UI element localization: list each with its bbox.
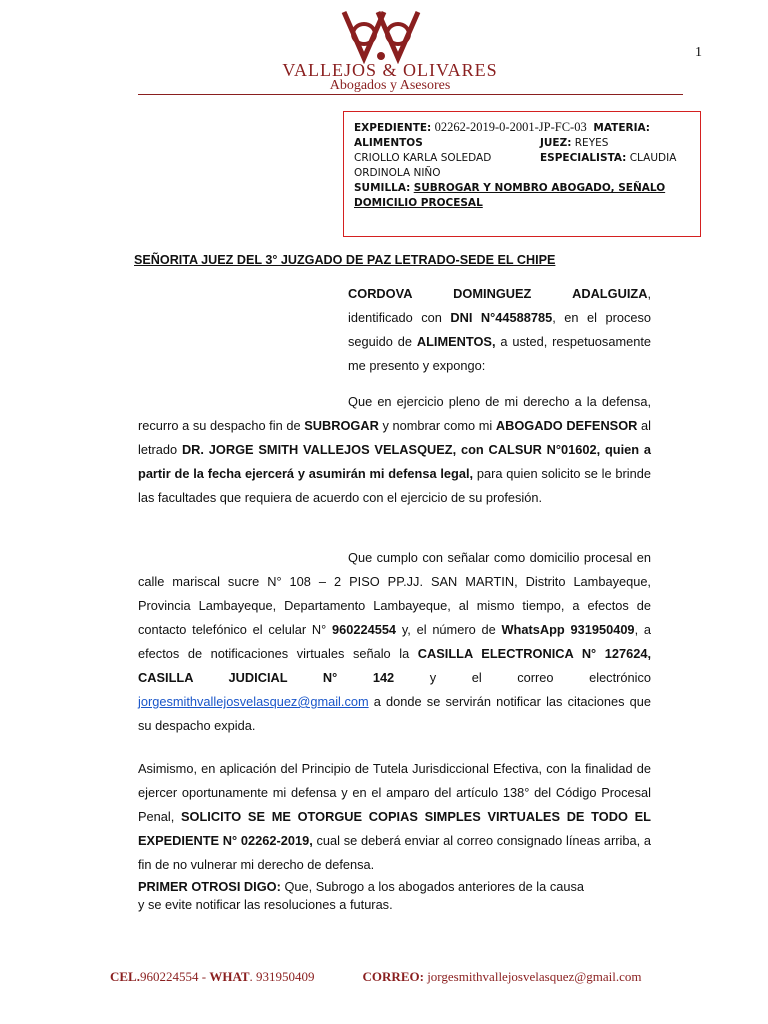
sumilla-label: SUMILLA: xyxy=(354,182,411,194)
otrosi-paragraph: PRIMER OTROSI DIGO: Que, Subrogo a los abogados anteriores de la causa y se evite notificar las resoluciones a futuras. xyxy=(138,879,584,912)
materia-value: ALIMENTOS xyxy=(354,137,423,149)
sumilla-line2 xyxy=(354,196,700,211)
expediente-label: EXPEDIENTE: xyxy=(354,122,432,134)
case-info-box xyxy=(343,111,701,237)
lawyer-name: DR. JORGE SMITH VALLEJOS VELASQUEZ, con CALSUR N°01602, quien a partir de la fecha ejercerá y asumirán mi defensa legal, xyxy=(138,442,651,481)
footer-contact: CEL.960224554 - WHAT. 931950409 CORREO: jorgesmithvallejosvelasquez@gmail.com xyxy=(110,969,642,984)
otrosi-label: PRIMER OTROSI DIGO: xyxy=(138,879,281,894)
phone-number: 960224554 xyxy=(332,622,397,637)
casilla-info: CASILLA ELECTRONICA N° 127624, CASILLA JUDICIAL N° 142 xyxy=(138,646,652,685)
copies-request: SOLICITO SE ME OTORGUE COPIAS SIMPLES VIRTUALES DE TODO EL EXPEDIENTE N° 02262-2019, xyxy=(138,809,651,848)
especialista-value: CLAUDIA xyxy=(629,152,677,164)
party-name-line1: CRIOLLO KARLA SOLEDAD xyxy=(354,152,492,164)
party-especialista-line xyxy=(354,151,700,166)
correo-label: CORREO: xyxy=(362,969,424,984)
vo-monogram-logo-icon xyxy=(338,6,424,64)
juez-value: REYES xyxy=(574,137,609,149)
party-name-line2: ORDINOLA NIÑO xyxy=(354,167,441,179)
email-link[interactable]: jorgesmithvallejosvelasquez@gmail.com xyxy=(138,694,369,709)
firm-subtitle: Abogados y Asesores xyxy=(329,78,451,93)
page-number: 1 xyxy=(695,45,702,60)
materia-label: MATERIA: xyxy=(593,122,650,134)
copies-request-paragraph: Asimismo, en aplicación del Principio de Tutela Jurisdiccional Efectiva, con la finalidad de ejercer oportunamente mi defensa y en el amparo del artículo 138° del Código Procesal Penal, SOLICITO SE ME OTORGUE COPIAS SIMPLES VIRTUALES DE TODO EL EXPEDIENTE N° 02262-2019, cual se deberá enviar al correo consignado líneas arriba, a fin de no vulnerar mi derecho de defensa. xyxy=(138,761,651,872)
sumilla-value-line1: SUBROGAR Y NOMBRO ABOGADO, SEÑALO xyxy=(413,182,666,194)
petitioner-dni: DNI N°44588785 xyxy=(450,310,553,325)
intro-paragraph: CORDOVA DOMINGUEZ ADALGUIZA, identificado con DNI N°44588785, en el proceso seguido de ALIMENTOS, a usted, respetuosamente me presento y expongo: xyxy=(348,286,652,373)
especialista-label: ESPECIALISTA: xyxy=(540,152,627,164)
whatsapp-number: WhatsApp 931950409 xyxy=(501,622,635,637)
what-value: . 931950409 xyxy=(249,969,315,984)
cel-value: 960224554 xyxy=(139,969,199,984)
what-label: WHAT xyxy=(209,969,250,984)
intro-materia: ALIMENTOS, xyxy=(416,334,496,349)
juez-label: JUEZ: xyxy=(540,137,572,149)
salutation-heading: SEÑORITA JUEZ DEL 3° JUZGADO DE PAZ LETRADO-SEDE EL CHIPE xyxy=(134,253,556,267)
petitioner-name: CORDOVA DOMINGUEZ ADALGUIZA xyxy=(348,286,648,301)
domicile-paragraph: Que cumplo con señalar como domicilio procesal en calle mariscal sucre N° 108 – 2 PISO PP.JJ. SAN MARTIN, Distrito Lambayeque, Provincia Lambayeque, Departamento Lambayeque, al mismo tiempo, a efectos de contacto telefónico el celular N° 960224554 y, el número de WhatsApp 931950409, a efectos de notificaciones virtuales señalo la CASILLA ELECTRONICA N° 127624, CASILLA JUDICIAL N° 142 y el correo electrónico jorgesmithvallejosvelasquez@gmail.com a donde se servirán notificar las citaciones que su despacho expida. xyxy=(138,550,652,733)
expediente-value: 02262-2019-0-2001-JP-FC-03 xyxy=(434,120,587,134)
header-divider xyxy=(138,94,683,95)
correo-value: jorgesmithvallejosvelasquez@gmail.com xyxy=(423,969,642,984)
expediente-line xyxy=(354,120,700,136)
sumilla-line xyxy=(354,181,700,196)
subrogation-paragraph: Que en ejercicio pleno de mi derecho a la defensa, recurro a su despacho fin de SUBROGAR y nombrar como mi ABOGADO DEFENSOR al letrado DR. JORGE SMITH VALLEJOS VELASQUEZ, con CALSUR N°01602, quien a partir de la fecha ejercerá y asumirán mi defensa legal, para quien solicito se le brinde las facultades que requiera de acuerdo con el ejercicio de su profesión. xyxy=(138,394,652,505)
firm-name: VALLEJOS & OLIVARES xyxy=(282,60,498,80)
cel-label: CEL. xyxy=(110,969,140,984)
sumilla-value-line2: DOMICILIO PROCESAL xyxy=(354,197,483,209)
materia-juez-line xyxy=(354,136,700,151)
